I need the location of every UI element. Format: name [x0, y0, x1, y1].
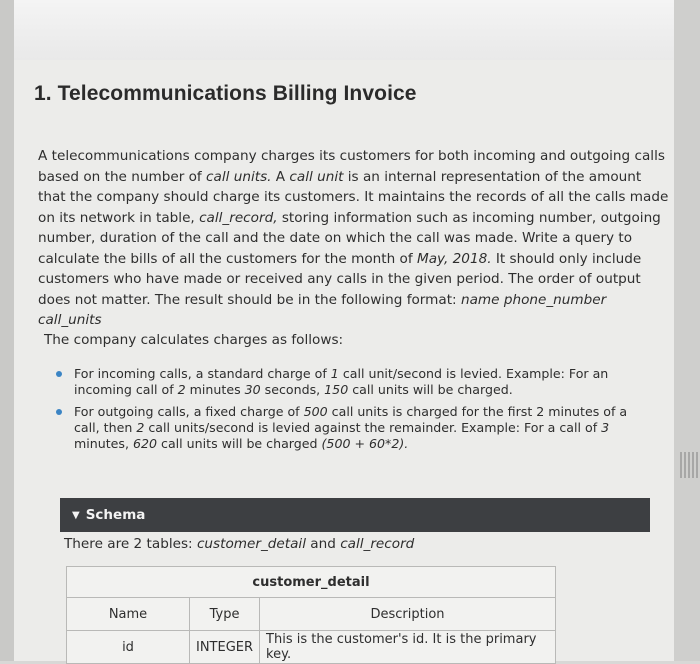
description-segment: A telecommunications company charges its customers for both incoming and outgoing calls based on the number of	[38, 148, 665, 185]
rule-segment: minutes	[185, 382, 245, 397]
cell-type: INTEGER	[190, 631, 260, 664]
description-segment: May, 2018.	[416, 250, 492, 267]
rule-segment: seconds,	[260, 382, 325, 397]
schema-toggle-label: Schema	[85, 507, 146, 523]
description-segment: A	[271, 168, 290, 185]
schema-toggle[interactable]	[60, 498, 650, 532]
table-caption: customer_detail	[67, 567, 556, 598]
table-row	[67, 631, 556, 664]
description-segment: is an internal representation of the amount that the company should charge its customers. It maintains the records of all the calls made on its network in table,	[38, 168, 669, 226]
rule-segment: call units/second is levied against the remainder. Example: For a call of	[144, 420, 602, 435]
rule-segment: call units will be charged.	[348, 382, 513, 397]
table-header-row	[67, 598, 556, 631]
description-segment: name phone_number call_units	[38, 291, 607, 328]
rule-segment: 2	[136, 420, 145, 435]
schema-note-and: and	[305, 536, 341, 552]
schema-note-prefix: There are 2 tables:	[64, 536, 197, 552]
rule-segment: 1	[330, 366, 339, 381]
customer-detail-table	[66, 566, 556, 664]
right-margin	[674, 0, 700, 661]
schema-note-table2: call_record	[340, 536, 415, 552]
charges-intro: The company calculates charges as follows:	[44, 332, 344, 348]
problem-description	[38, 146, 672, 331]
left-margin	[0, 0, 14, 661]
schema-table-wrapper	[66, 566, 556, 664]
scrollbar-grip[interactable]	[680, 452, 698, 478]
problem-panel	[14, 60, 674, 661]
rule-segment: 150	[324, 382, 349, 397]
description-segment: call units.	[206, 168, 272, 185]
cell-description: This is the customer's id. It is the primary key.	[260, 631, 556, 664]
schema-note-table1: customer_detail	[196, 536, 306, 552]
rule-segment: call unit/second is levied. Example: For an incoming call of	[74, 366, 609, 397]
browser-top-strip	[0, 0, 700, 61]
rule-segment: minutes,	[74, 436, 133, 451]
rule-outgoing-text	[74, 404, 627, 451]
cell-name: id	[67, 631, 190, 664]
description-segment: It should only include customers who have made or received any calls in the given period. The order of output does not matter. The result should be in the following format:	[38, 250, 642, 308]
rule-segment: call units is charged for the first 2 minutes of a call, then	[74, 404, 628, 435]
column-header-name: Name	[67, 598, 190, 631]
description-segment: storing information such as incoming number, outgoing number, duration of the call and the date on which the call was made. Write a query to calculate the bills of all the customers for the month of	[38, 209, 661, 267]
rule-segment: For incoming calls, a standard charge of	[74, 366, 331, 381]
rule-incoming-text	[74, 366, 608, 397]
list-item	[54, 366, 654, 398]
description-segment: call unit	[289, 168, 344, 185]
page-title: 1. Telecommunications Billing Invoice	[34, 82, 417, 105]
rule-segment: 3	[601, 420, 610, 435]
schema-note	[64, 536, 414, 552]
table-caption-row	[67, 567, 556, 598]
charge-rules-list	[54, 366, 654, 458]
rule-segment: 2	[177, 382, 186, 397]
rule-segment: 500	[303, 404, 328, 419]
caret-down-icon: ▼	[72, 509, 80, 521]
rule-segment: call units will be charged	[157, 436, 322, 451]
bullet-icon	[56, 371, 62, 377]
description-segment: call_record,	[199, 209, 278, 226]
bullet-icon	[56, 409, 62, 415]
rule-segment: (500 + 60*2).	[321, 436, 409, 451]
list-item	[54, 404, 654, 452]
column-header-type: Type	[190, 598, 260, 631]
rule-segment: 620	[132, 436, 158, 451]
column-header-description: Description	[260, 598, 556, 631]
rule-segment: 30	[244, 382, 261, 397]
rule-segment: For outgoing calls, a fixed charge of	[74, 404, 304, 419]
